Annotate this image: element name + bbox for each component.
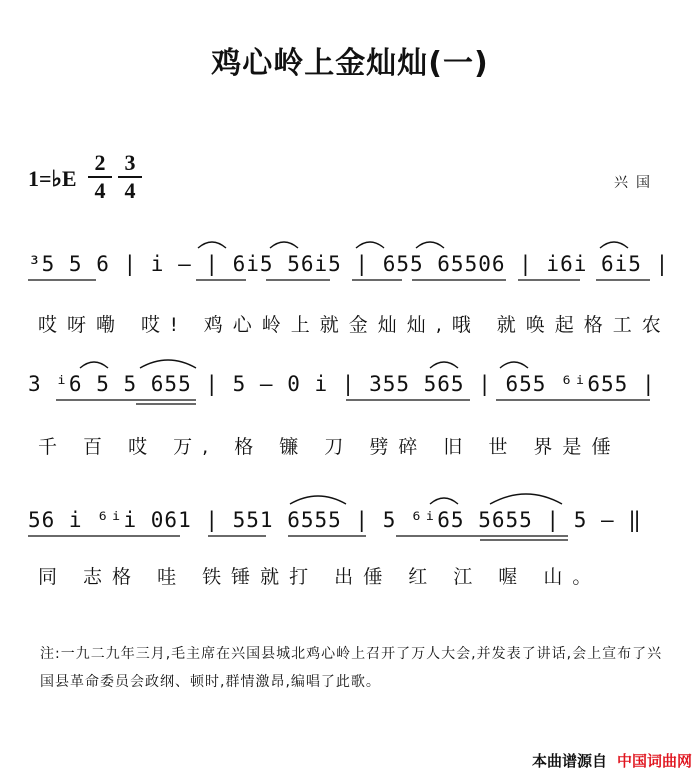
slur [198,242,226,248]
slur [140,360,196,368]
slur-marks [80,242,628,504]
time-signature-bottom: 4 [124,178,136,203]
lyrics-line-1: 哎呀嘞 哎! 鸡心岭上就金灿灿,哦 就唤起格工农 [38,314,671,336]
notation-line-2: 3 ⁱ6 5 5 655 | 5 – 0 i | 355 565 | 655 ⁶ⁱ655 | [28,372,656,396]
page-title: 鸡心岭上金灿灿(一) [211,46,489,81]
composer-credit: 兴国 [614,175,658,191]
lyrics-line-3: 同 志格 哇 铁锤就打 出倕 红 江 喔 山。 [38,566,602,588]
slur [80,362,108,368]
annotation-note: 注:一九二九年三月,毛主席在兴国县城北鸡心岭上召开了万人大会,并发表了讲话,会上宣布了兴国县革命委员会政纲、顿时,群情激昂,编唱了此歌。 [40,646,663,690]
slur [356,242,384,248]
footer-source-label: 本曲谱源自 [531,752,607,770]
time-signature-top: 2 [94,150,106,175]
slur [600,242,628,248]
slur [430,498,458,504]
slur [270,242,298,248]
slur [490,494,562,504]
lyrics-line-2: 千 百 哎 万, 格 镰 刀 劈碎 旧 世 界是倕 [38,436,621,458]
key-signature: 1=♭E [28,166,77,191]
slur [416,242,444,248]
notation-line-3: 56 i ⁶ⁱi 061 | 551 6555 | 5 ⁶ⁱ65 5655 | 5 – ‖ [28,508,642,532]
slur [430,362,458,368]
slur [500,362,528,368]
notation-line-1: ³5 5 6 | i – | 6i5 56i5 | 655 65506 | i6i 6i5 | [28,252,670,276]
footer-site-link[interactable]: 中国词曲网 [616,752,692,770]
slur [290,496,346,504]
time-signature-top: 3 [124,150,136,175]
time-signature-bottom: 4 [94,178,106,203]
footer-source [532,750,692,771]
